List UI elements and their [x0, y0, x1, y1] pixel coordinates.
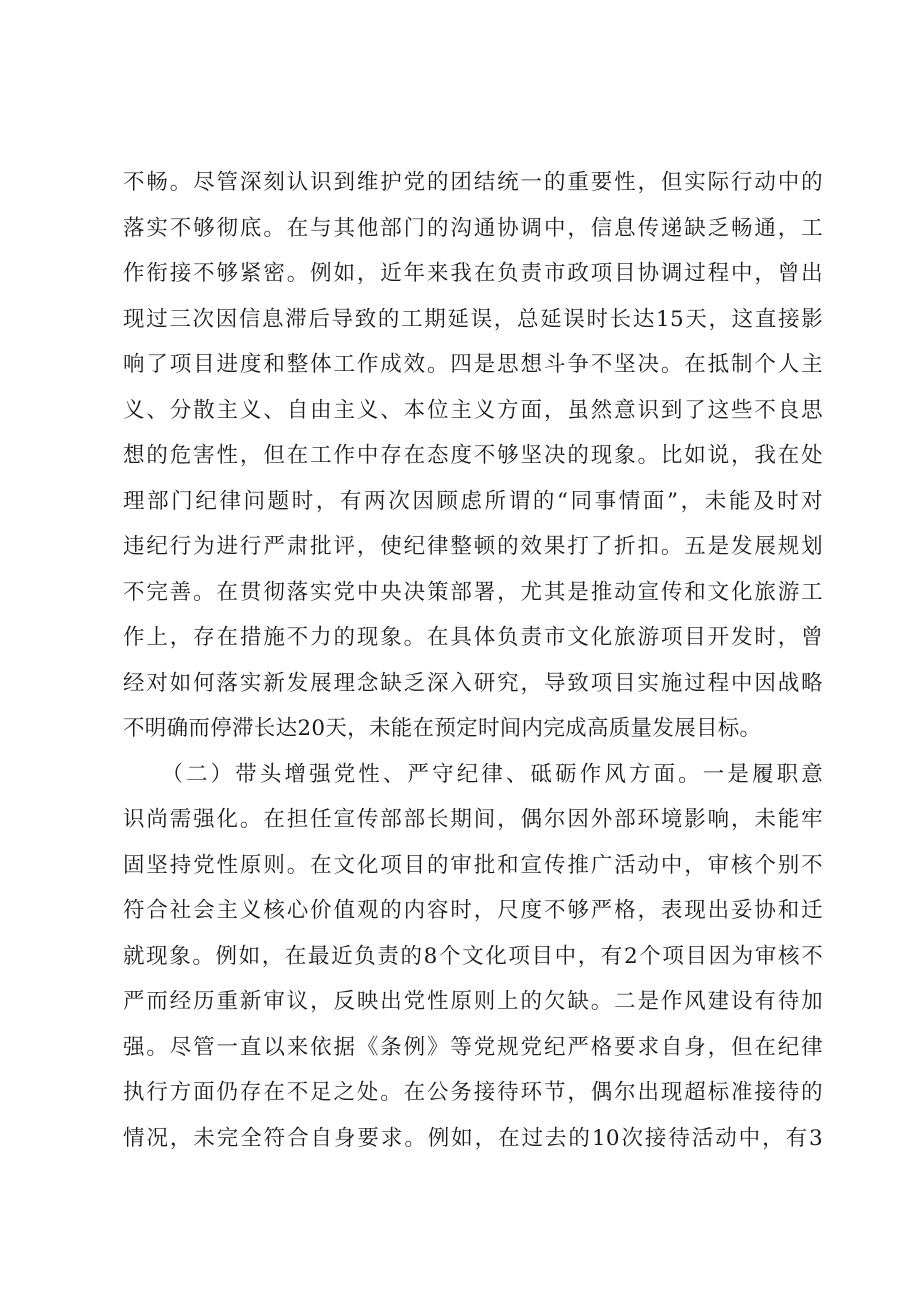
document-body: [123, 160, 823, 1161]
text-line: 情况，未完全符合自身要求。例如，在过去的10次接待活动中，有3: [123, 1125, 823, 1151]
text-line: 强。尽管一直以来依据《条例》等党规党纪严格要求自身，但在纪律: [123, 1034, 823, 1060]
text-line: 响了项目进度和整体工作成效。四是思想斗争不坚决。在抵制个人主: [123, 352, 823, 377]
text-line: 不完善。在贯彻落实党中央决策部署，尤其是推动宣传和文化旅游工: [123, 579, 823, 605]
text-line: 严而经历重新审议，反映出党性原则上的欠缺。二是作风建设有待加: [123, 989, 823, 1014]
section-heading-line: （二）带头增强党性、严守纪律、砥砺作风方面。一是履职意: [123, 761, 823, 787]
text-line: 作衔接不够紧密。例如，近年来我在负责市政项目协调过程中，曾出: [123, 261, 823, 286]
text-line: 落实不够彻底。在与其他部门的沟通协调中，信息传递缺乏畅通，工: [123, 215, 823, 241]
text-line: 作上，存在措施不力的现象。在具体负责市文化旅游项目开发时，曾: [123, 625, 823, 650]
text-line: 符合社会主义核心价值观的内容时，尺度不够严格，表现出妥协和迁: [123, 898, 823, 923]
text-line: 执行方面仍存在不足之处。在公务接待环节，偶尔出现超标准接待的: [123, 1080, 823, 1105]
text-line: 违纪行为进行严肃批评，使纪律整顿的效果打了折扣。五是发展规划: [123, 534, 823, 559]
text-line: 义、分散主义、自由主义、本位主义方面，虽然意识到了这些不良思: [123, 397, 823, 423]
text-line: 经对如何落实新发展理念缺乏深入研究，导致项目实施过程中因战略: [123, 670, 823, 696]
text-line: 就现象。例如，在最近负责的8个文化项目中，有2个项目因为审核不: [123, 943, 823, 969]
text-line: 固坚持党性原则。在文化项目的审批和宣传推广活动中，审核个别不: [123, 852, 823, 878]
text-line: 现过三次因信息滞后导致的工期延误，总延误时长达15天，这直接影: [123, 306, 823, 332]
text-line: 想的危害性，但在工作中存在态度不够坚决的现象。比如说，我在处: [123, 443, 823, 468]
text-line: 理部门纪律问题时，有两次因顾虑所谓的“同事情面”，未能及时对: [123, 488, 823, 514]
text-line: 不畅。尽管深刻认识到维护党的团结统一的重要性，但实际行动中的: [123, 170, 823, 195]
text-line: 识尚需强化。在担任宣传部部长期间，偶尔因外部环境影响，未能牢: [123, 807, 823, 832]
paragraph-end-line: 不明确而停滞长达20天，未能在预定时间内完成高质量发展目标。: [123, 716, 762, 741]
